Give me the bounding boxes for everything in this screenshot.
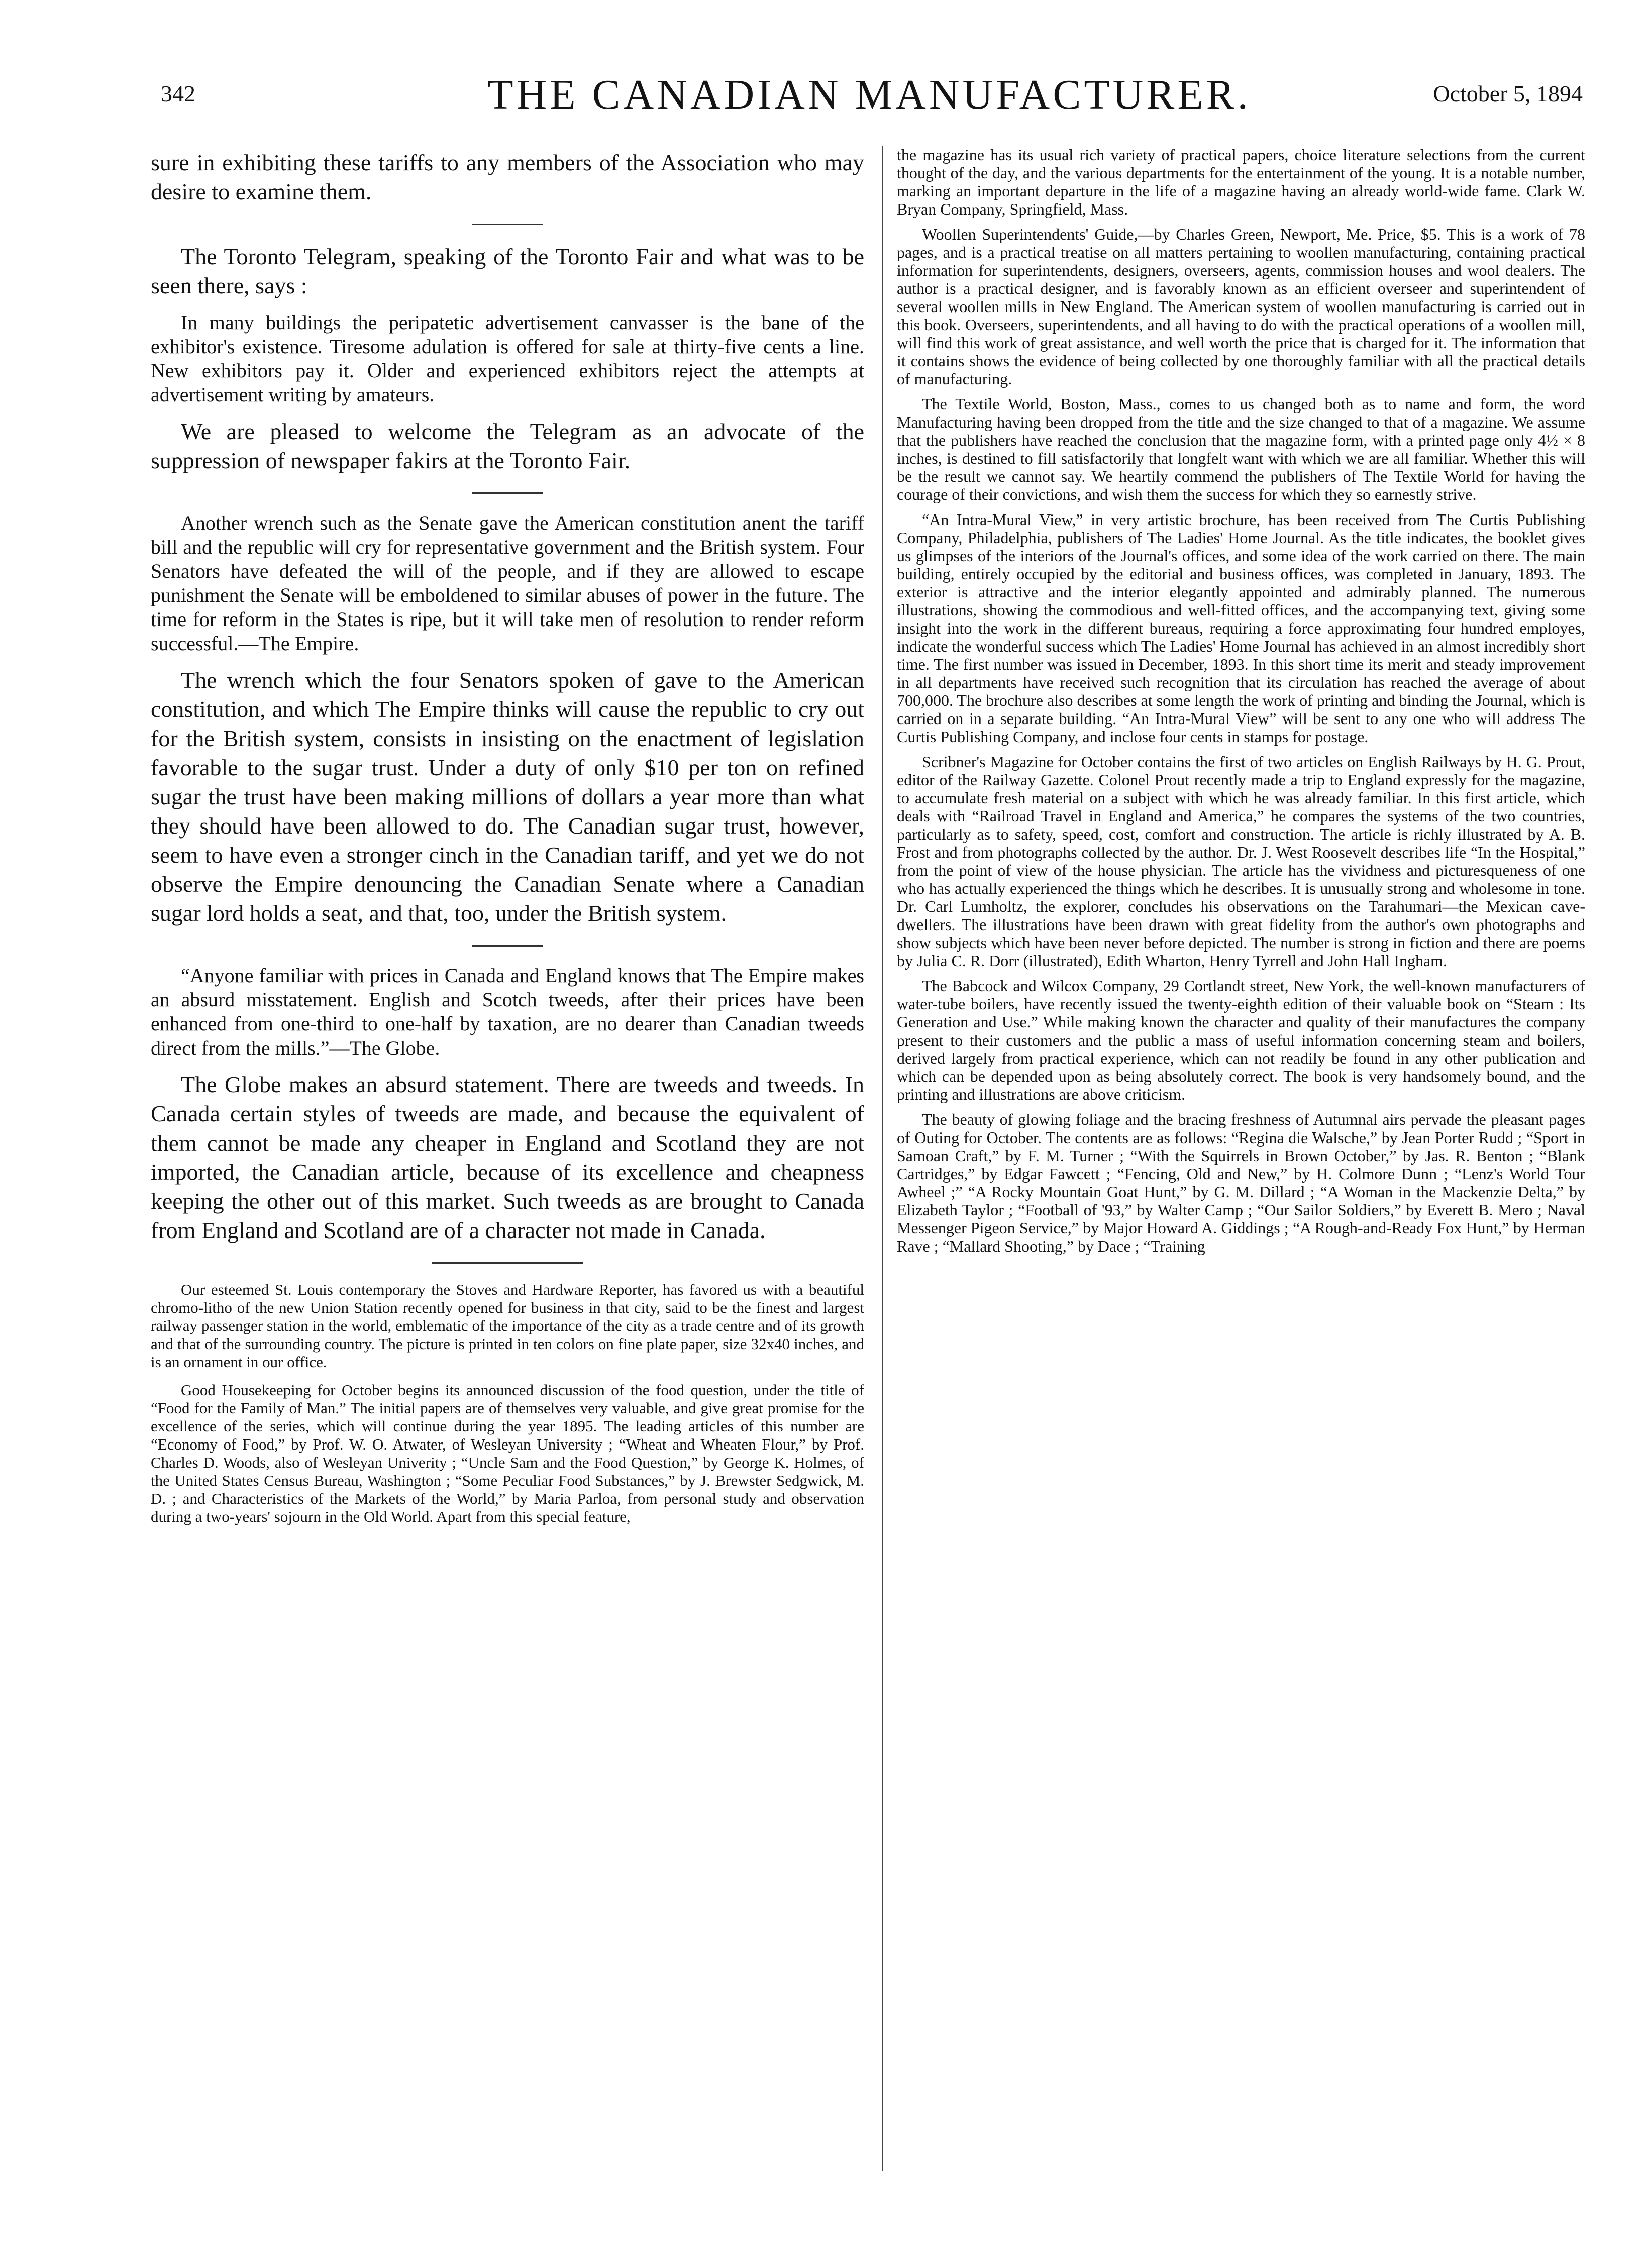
paragraph: The wrench which the four Senators spoken of gave to the American constitution, and which The Empire thinks will cause the republic to cry out for the British system, consists in insisting on the enactment of legislation favorable to the sugar trust. Under a duty of only $10 per ton on refined sugar the trust have been making millions of dollars a year more than what they should have been allowed to do. The Canadian sugar trust, however, seem to have even a stronger cinch in the Canadian tariff, and yet we do not observe the Empire denouncing the Canadian Senate where a Canadian sugar lord holds a seat, and that, too, under the British system. [151,667,864,926]
review-paragraph: Woollen Superintendents' Guide,—by Charles Green, Newport, Me. Price, $5. This is a work of 78 pages, and is a practical treatise on all matters pertaining to woollen manufacturing, containing practical information for superintendents, designers, overseers, agents, commission houses and wool dealers. The author is a practical designer, and is favorably known as an efficient overseer and superintendent of several woollen mills in New England. The American system of woollen manufacturing is carried out in this book. Overseers, superintendents, and all having to do with the practical operations of a woollen mill, will find this work of great assistance, and well worth the price that is charged for it. The information that it contains shows the evidence of being collected by one thoroughly familiar with all the practical details of manufacturing. [897,225,1585,388]
section-rule [472,224,543,225]
notice-paragraph: Good Housekeeping for October begins its announced discussion of the food question, under the title of “Food for the Family of Man.” The initial papers are of themselves very valuable, and give great promise for the excellence of the series, which will continue during the year 1895. The leading articles of this number are “Economy of Food,” by Prof. W. O. Atwater, of Wesleyan University ; “Wheat and Wheaten Flour,” by Prof. Charles D. Woods, also of Wesleyan Univerity ; “Uncle Sam and the Food Question,” by George K. Holmes, of the United States Census Bureau, Washington ; “Some Peculiar Food Substances,” by J. Brewster Sedgwick, M. D. ; and Characteristics of the Markets of the World,” by Maria Parloa, from personal study and observation during a two-years' sojourn in the Old World. Apart from this special feature, [151,1381,864,1525]
paragraph: We are pleased to welcome the Telegram as an advocate of the suppression of newspaper fakirs at the Toronto Fair. [151,419,864,473]
review-paragraph: The beauty of glowing foliage and the bracing freshness of Autumnal airs pervade the pleasant pages of Outing for October. The contents are as follows: “Regina die Walsche,” by Jean Porter Rudd ; “Sport in Samoan Craft,” by F. M. Turner ; “With the Squirrels in Brown October,” by Jas. R. Benton ; “Blank Cartridges,” by Edgar Fawcett ; “Fencing, Old and New,” by H. Colmore Dunn ; “Lenz's World Tour Awheel ;” “A Rocky Mountain Goat Hunt,” by G. M. Dillard ; “A Woman in the Mackenzie Delta,” by Elizabeth Taylor ; “Football of '93,” by Walter Camp ; “Our Sailor Soldiers,” by Everett B. Mero ; Naval Messenger Pigeon Service,” by Major Howard A. Giddings ; “A Rough-and-Ready Fox Hunt,” by Herman Rave ; “Mallard Shooting,” by Dace ; “Training [897,1110,1585,1255]
review-paragraph: Scribner's Magazine for October contains the first of two articles on English Railways by H. G. Prout, editor of the Railway Gazette. Colonel Prout recently made a trip to England expressly for the magazine, to accumulate fresh material on a subject with which he was already familiar. In this first article, which deals with “Railroad Travel in England and America,” he compares the systems of the two countries, particularly as to safety, speed, cost, comfort and construction. The article is richly illustrated by A. B. Frost and from photographs collected by the author. Dr. J. West Roosevelt describes life “In the Hospital,” from the point of view of the house physician. The article has the vividness and picturesqueness of one who has actually experienced the things which he describes. It is unusually strong and wholesome in tone. Dr. Carl Lumholtz, the explorer, concludes his observations on the Tarahumari—the Mexican cave-dwellers. The illustrations have been drawn with great fidelity from the author's own photographs and show subjects which have been never before depicted. The number is strong in fiction and there are poems by Julia C. R. Dorr (illustrated), Edith Wharton, Henry Tyrrell and John Hall Ingham. [897,753,1585,970]
paragraph: The Toronto Telegram, speaking of the Toronto Fair and what was to be seen there, says : [151,244,864,298]
section-rule [472,492,543,494]
notice-paragraph: Our esteemed St. Louis contemporary the Stoves and Hardware Reporter, has favored us with a beautiful chromo-litho of the new Union Station recently opened for business in that city, said to be the finest and largest railway passenger station in the world, emblematic of the importance of the city as a trade centre and of its growth and that of the surrounding country. The picture is printed in ten colors on fine plate paper, size 32x40 inches, and is an ornament in our office. [151,1281,864,1371]
masthead-title: THE CANADIAN MANUFACTURER. [487,71,1251,118]
quoted-paragraph: “Anyone familiar with prices in Canada and England knows that The Empire makes an absurd misstatement. English and Scotch tweeds, after their prices have been enhanced from one-third to one-half by taxation, are no dearer than Canadian tweeds direct from the mills.”—The Globe. [151,964,864,1059]
section-rule [472,945,543,947]
page-number: 342 [161,81,195,107]
review-paragraph: The Textile World, Boston, Mass., comes to us changed both as to name and form, the word Manufacturing having been dropped from the title and the size changed to that of a magazine. We assume that the publishers have reached the conclusion that the magazine form, with a printed page only 4½ × 8 inches, is destined to fill satisfactorily that longfelt want with which we are all familiar. Whether this will be the result we cannot say. We heartily commend the publishers of The Textile World for having the courage of their convictions, and wish them the success for which they so earnestly strive. [897,395,1585,503]
paragraph: sure in exhibiting these tariffs to any members of the Association who may desire to examine them. [151,150,864,204]
issue-date: October 5, 1894 [1433,81,1583,107]
quoted-paragraph: In many buildings the peripatetic advertisement canvasser is the bane of the exhibitor's existence. Tiresome adulation is offered for sale at thirty-five cents a line. New exhibitors pay it. Older and experienced exhibitors reject the attempts at advertisement writing by amateurs. [151,311,864,406]
review-paragraph: the magazine has its usual rich variety of practical papers, choice literature selections from the current thought of the day, and the various departments for the entertainment of the young. It is a notable number, marking an important departure in the life of a magazine having an already world-wide fame. Clark W. Bryan Company, Springfield, Mass. [897,146,1585,218]
column-divider [882,146,883,2171]
quoted-paragraph: Another wrench such as the Senate gave the American constitution anent the tariff bill and the republic will cry for representative government and the British system. Four Senators have defeated the will of the people, and if they are allowed to escape punishment the Senate will be emboldened to similar abuses of power in the future. The time for reform in the States is ripe, but it will take men of resolution to render reform successful.—The Empire. [151,511,864,655]
right-column [897,146,1585,1262]
left-column [151,148,864,1536]
review-paragraph: “An Intra-Mural View,” in very artistic brochure, has been received from The Curtis Publishing Company, Philadelphia, publishers of The Ladies' Home Journal. As the title indicates, the booklet gives us glimpses of the interiors of the Journal's offices, and some idea of the work carried on there. The main building, entirely occupied by the editorial and business offices, was completed in January, 1893. The exterior is attractive and the interior elegantly appointed and admirably planned. The numerous illustrations, showing the commodious and well-fitted offices, and the accompanying text, giving some insight into the work in the different bureaus, requiring a force approximating four hundred employes, indicate the wonderful success which The Ladies' Home Journal has achieved in an almost incredibly short time. The first number was issued in December, 1893. In this short time its merit and steady improvement in all departments have received such recognition that its circulation has reached the average of about 700,000. The brochure also describes at some length the work of printing and binding the Journal, which is carried on in a separate building. “An Intra-Mural View” will be sent to any one who will address The Curtis Publishing Company, and inclose four cents in stamps for postage. [897,510,1585,746]
page-header [146,70,1593,126]
review-paragraph: The Babcock and Wilcox Company, 29 Cortlandt street, New York, the well-known manufacturers of water-tube boilers, have recently issued the twenty-eighth edition of their valuable book on “Steam : Its Generation and Use.” While making known the character and quality of their manufactures the company present to their customers and the public a mass of useful information concerning steam and boilers, derived largely from practical experience, which can not readily be found in any other publication and which can be depended upon as being absolutely correct. The book is very handsomely bound, and the printing and illustrations are above criticism. [897,977,1585,1103]
section-rule [432,1262,583,1264]
paragraph: The Globe makes an absurd statement. There are tweeds and tweeds. In Canada certain styles of tweeds are made, and because the equivalent of them cannot be made any cheaper in England and Scotland they are not imported, the Canadian article, because of its excellence and cheapness keeping the other out of this market. Such tweeds as are brought to Canada from England and Scotland are of a character not made in Canada. [151,1072,864,1243]
